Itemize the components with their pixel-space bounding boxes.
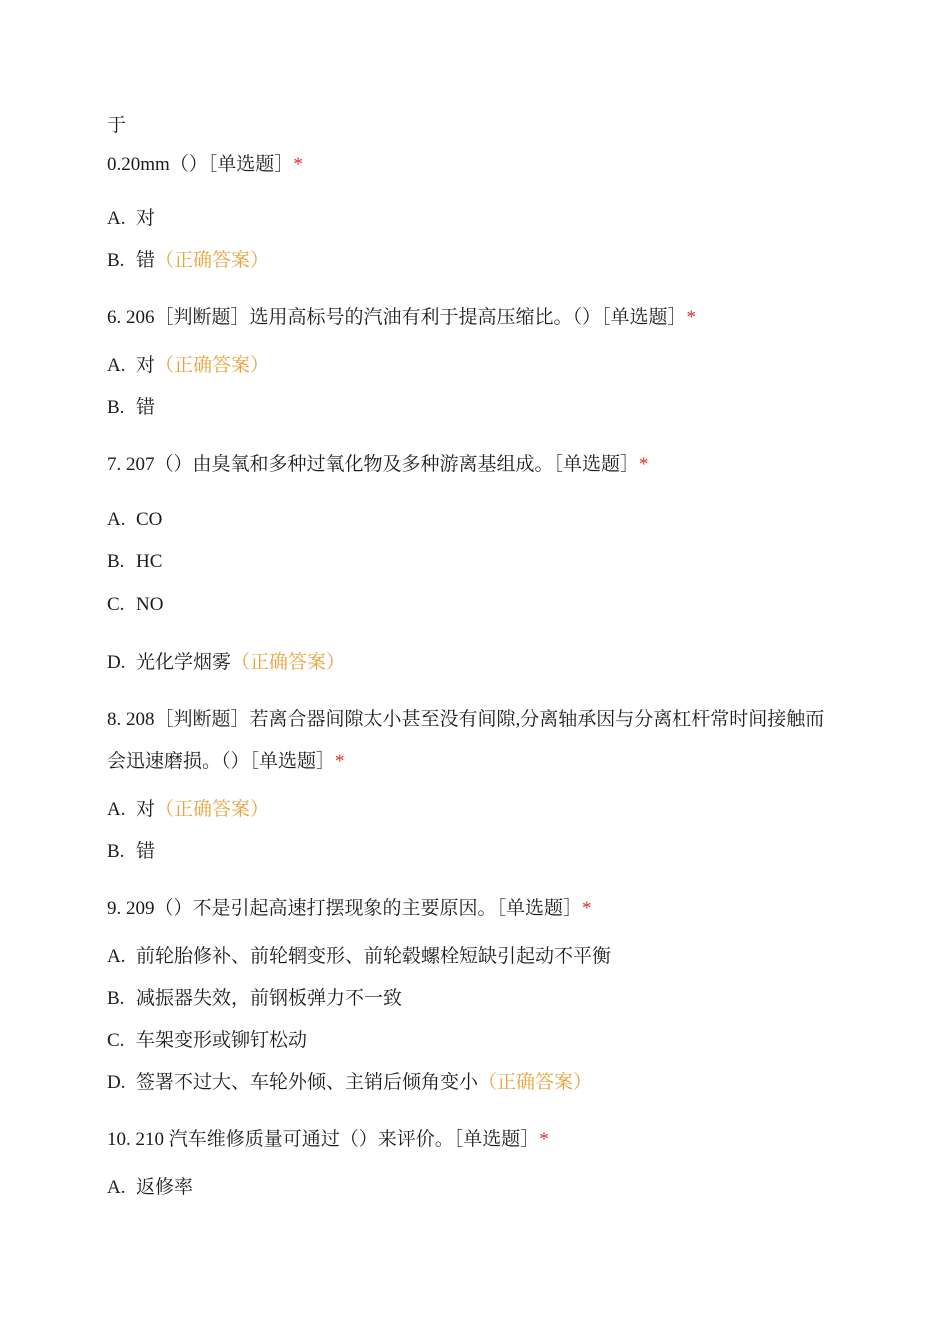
option-d[interactable]: D. 签署不过大、车轮外倾、主销后倾角变小（正确答案） (107, 1072, 593, 1093)
option-a[interactable]: A. CO (107, 509, 163, 530)
question-10-title: 10. 210 汽车维修质量可通过（）来评价。［单选题］* (107, 1129, 549, 1150)
required-star: * (639, 454, 649, 475)
question-9-title: 9. 209（）不是引起高速打摆现象的主要原因。［单选题］* (107, 898, 592, 919)
correct-answer-tag: （正确答案） (155, 355, 270, 376)
option-b[interactable]: B. 减振器失效，前钢板弹力不一致 (107, 988, 403, 1009)
required-star: * (539, 1129, 549, 1150)
question-7-title: 7. 207（）由臭氧和多种过氧化物及多种游离基组成。［单选题］* (107, 454, 649, 475)
question-6-title: 6. 206［判断题］选用高标号的汽油有利于提高压缩比。（）［单选题］* (107, 307, 697, 328)
required-star: * (335, 751, 345, 772)
correct-answer-tag: （正确答案） (478, 1072, 593, 1093)
option-d[interactable]: D. 光化学烟雾（正确答案） (107, 652, 346, 673)
option-a[interactable]: A. 对 (107, 208, 156, 229)
question-8-title: 8. 208［判断题］若离合器间隙太小甚至没有间隙,分离轴承因与分离杠杆常时间接触而会迅速磨损。（）［单选题］* (107, 709, 825, 772)
correct-answer-tag: （正确答案） (155, 250, 270, 271)
option-a[interactable]: A. 对（正确答案） (107, 799, 270, 820)
option-c[interactable]: C. 车架变形或铆钉松动 (107, 1030, 308, 1051)
option-a[interactable]: A. 前轮胎修补、前轮辋变形、前轮毂螺栓短缺引起动不平衡 (107, 946, 612, 967)
required-star: * (582, 898, 592, 919)
option-b[interactable]: B. HC (107, 551, 163, 572)
question-continuation-title: 0.20mm（）［单选题］* (107, 154, 303, 175)
option-a[interactable]: A. 对（正确答案） (107, 355, 270, 376)
option-b[interactable]: B. 错 (107, 841, 156, 862)
option-b[interactable]: B. 错 (107, 397, 156, 418)
correct-answer-tag: （正确答案） (155, 799, 270, 820)
option-a[interactable]: A. 返修率 (107, 1177, 194, 1198)
option-b[interactable]: B. 错（正确答案） (107, 250, 270, 271)
required-star: * (686, 307, 697, 328)
option-c[interactable]: C. NO (107, 594, 164, 615)
correct-answer-tag: （正确答案） (231, 652, 346, 673)
question-continuation: 于 (107, 115, 127, 136)
required-star: * (293, 154, 303, 175)
